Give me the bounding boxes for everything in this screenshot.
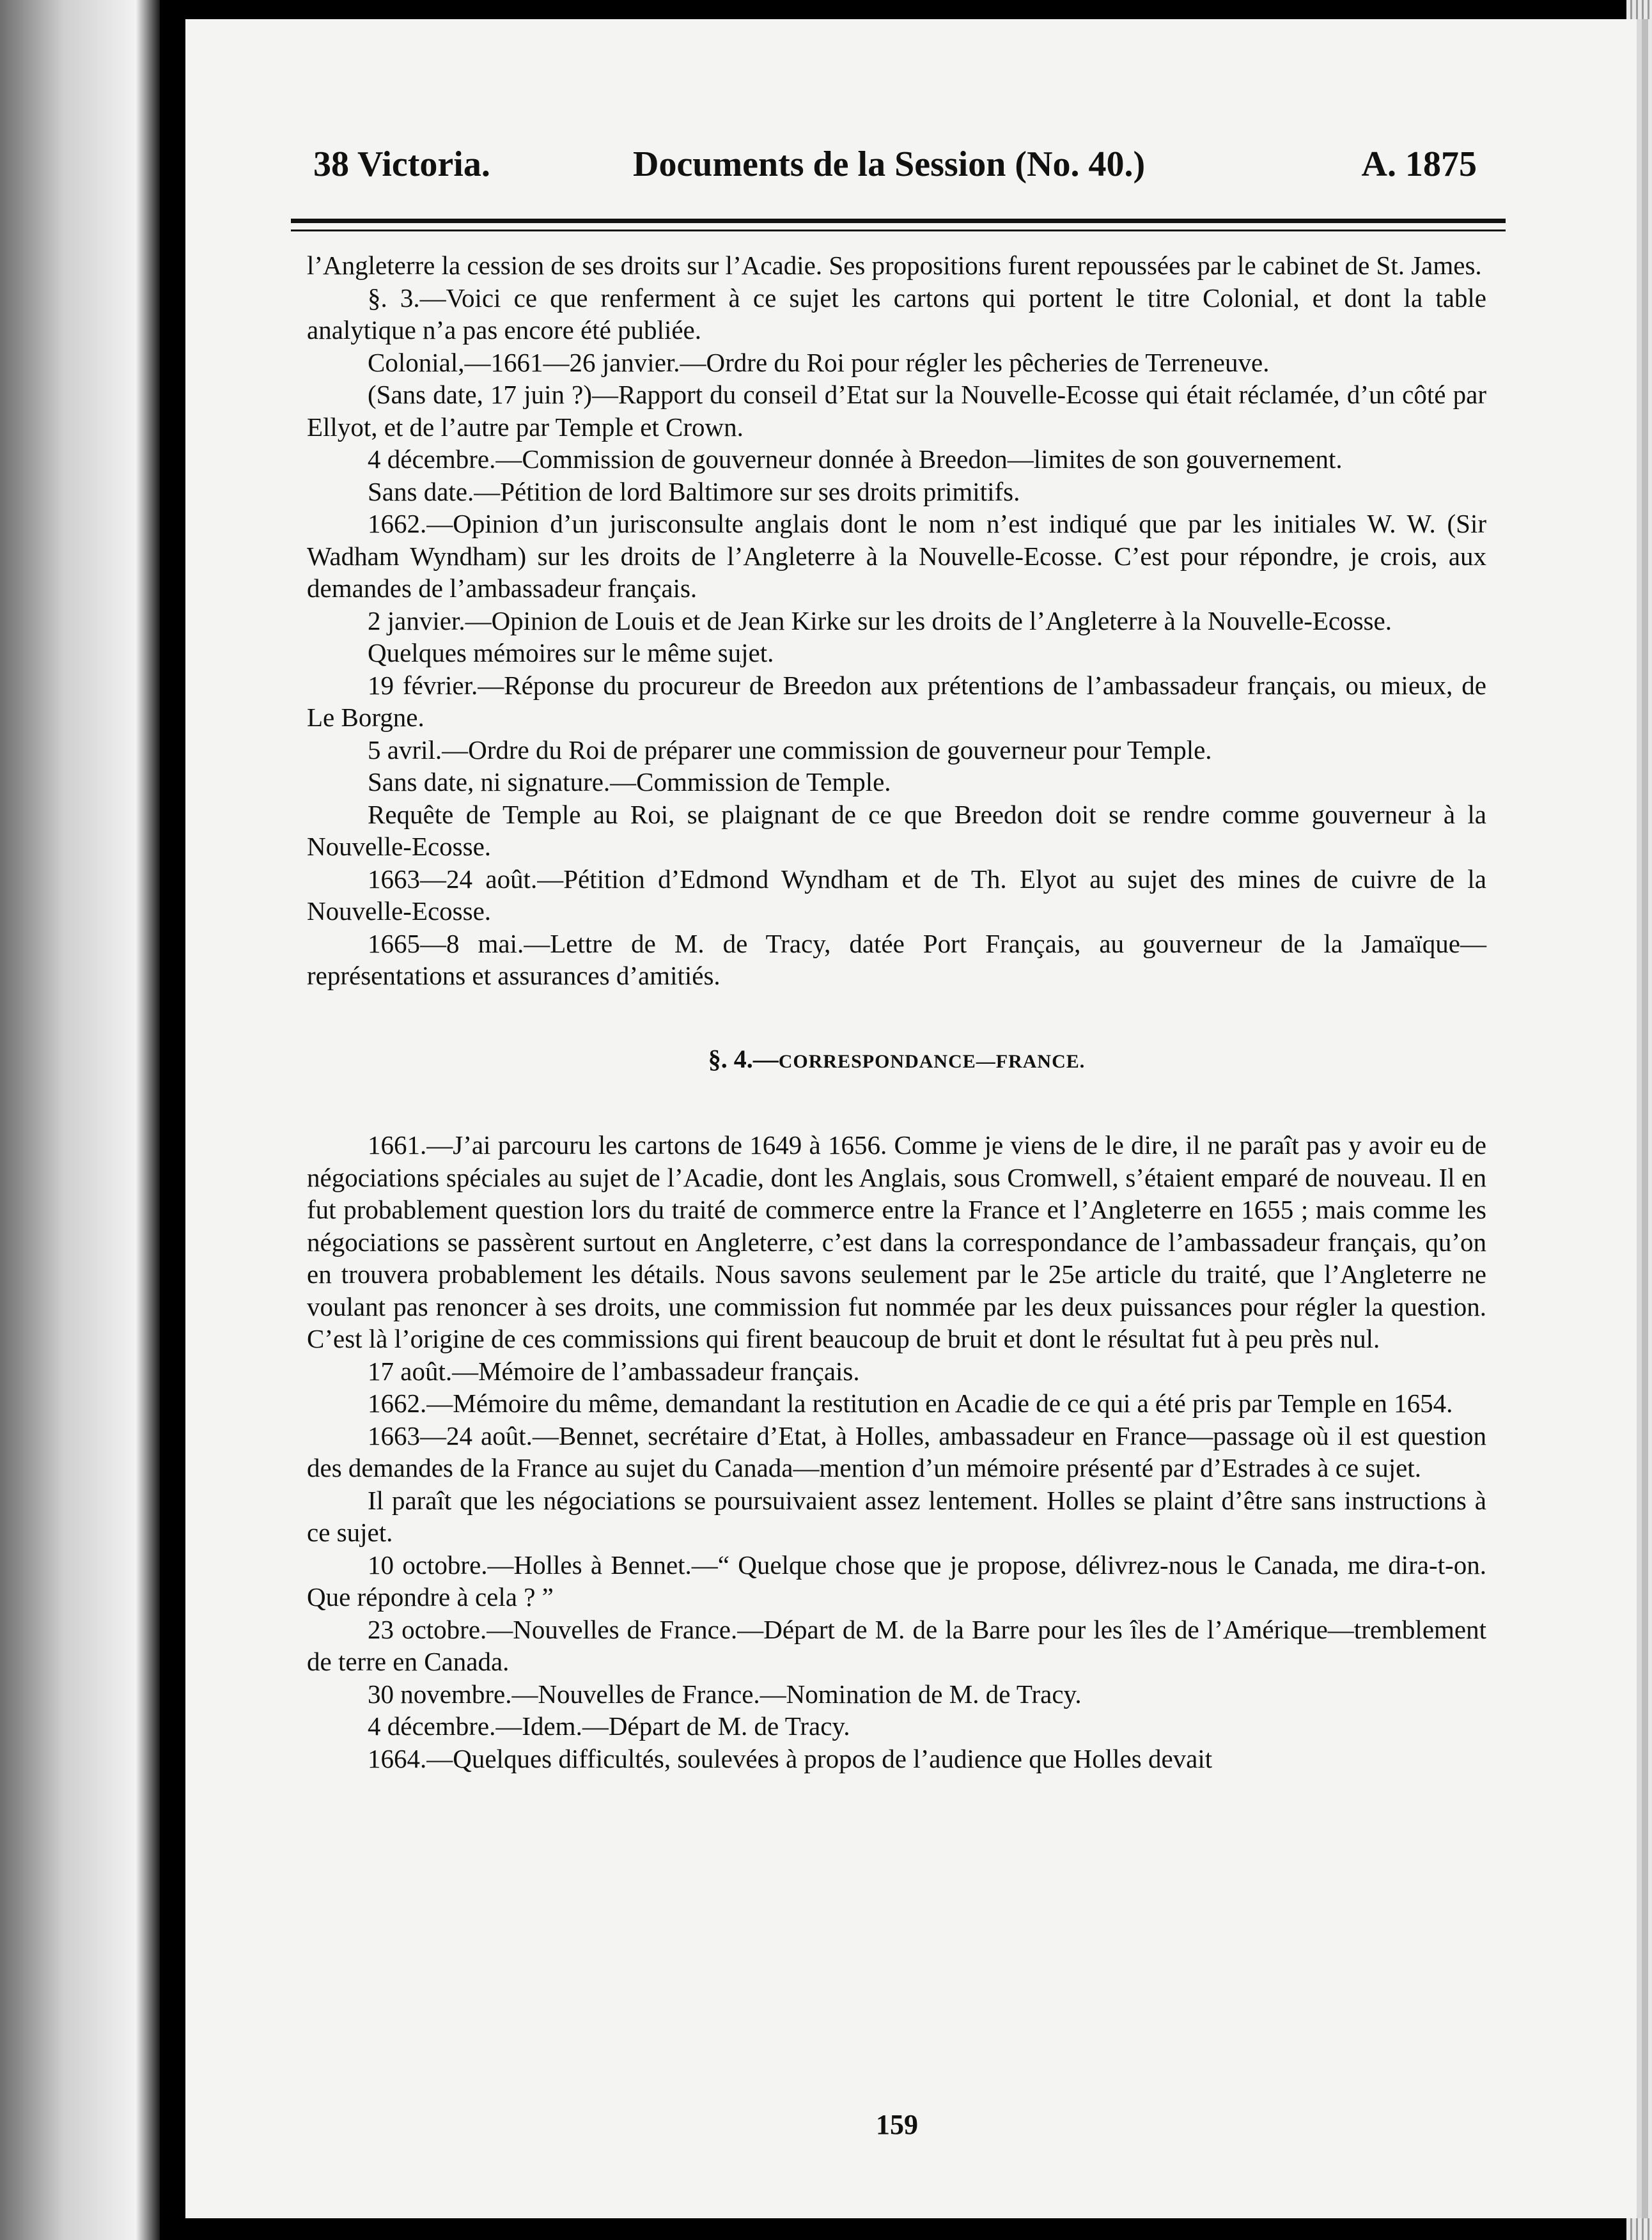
- paragraph: 1663—24 août.—Pétition d’Edmond Wyndham et de Th. Elyot au sujet des mines de cuivre de la Nouvelle-Ecosse.: [307, 864, 1486, 926]
- paragraph: 19 février.—Réponse du procureur de Breedon aux prétentions de l’ambassadeur français, ou mieux, de Le Borgne.: [307, 670, 1486, 732]
- paragraph: 4 décembre.—Idem.—Départ de M. de Tracy.: [368, 1711, 850, 1741]
- section-title: CORRESPONDANCE—FRANCE.: [778, 1050, 1086, 1072]
- header-right: A. 1875: [1361, 144, 1477, 184]
- paragraph: 1665—8 mai.—Lettre de M. de Tracy, datée Port Français, au gouverneur de la Jamaïque—représentations et assurances d’amitiés.: [307, 928, 1486, 990]
- book-spine: [0, 0, 160, 2240]
- paragraph: 1662.—Mémoire du même, demandant la restitution en Acadie de ce qui a été pris par Temple en 1654.: [368, 1388, 1453, 1418]
- paragraph: Sans date, ni signature.—Commission de Temple.: [368, 767, 891, 797]
- paragraph: 17 août.—Mémoire de l’ambassadeur français.: [368, 1356, 860, 1386]
- paragraph: 30 novembre.—Nouvelles de France.—Nomination de M. de Tracy.: [368, 1679, 1082, 1709]
- paragraph: Sans date.—Pétition de lord Baltimore sur ses droits primitifs.: [368, 476, 1020, 506]
- page-number: 159: [876, 2109, 918, 2140]
- paragraph: 2 janvier.—Opinion de Louis et de Jean Kirke sur les droits de l’Angleterre à la Nouvelle-Ecosse.: [368, 605, 1392, 635]
- header-center: Documents de la Session (No. 40.): [633, 144, 1146, 184]
- paragraph: (Sans date, 17 juin ?)—Rapport du conseil d’Etat sur la Nouvelle-Ecosse qui était réclamée, d’un côté par Ellyot, et de l’autre par Temple et Crown.: [307, 380, 1486, 442]
- paragraph: Requête de Temple au Roi, se plaignant de ce que Breedon doit se rendre comme gouverneur à la Nouvelle-Ecosse.: [307, 799, 1486, 861]
- paragraph: 1664.—Quelques difficultés, soulevées à propos de l’audience que Holles devait: [368, 1743, 1213, 1773]
- paragraph: Quelques mémoires sur le même sujet.: [368, 638, 774, 667]
- paragraph: 10 octobre.—Holles à Bennet.—“ Quelque chose que je propose, délivrez-nous le Canada, me dira-t-on. Que répondre à cela ? ”: [307, 1550, 1486, 1612]
- header-left: 38 Victoria.: [313, 144, 490, 184]
- paragraph: 5 avril.—Ordre du Roi de préparer une commission de gouverneur pour Temple.: [368, 735, 1212, 765]
- paragraph: Il paraît que les négociations se poursuivaient assez lentement. Holles se plaint d’être sans instructions à ce sujet.: [307, 1485, 1486, 1547]
- paragraph: 1661.—J’ai parcouru les cartons de 1649 à 1656. Comme je viens de le dire, il ne paraît pas y avoir eu de négociations spéciales au sujet de l’Acadie, dont les Anglais, sous Cromwell, s’étaient emparé de nouveau. Il en fut probablement question lors du traité de commerce entre la France et l’Angleterre en 1655 ; mais comme les négociations se passèrent surtout en Angleterre, c’est dans la correspondance de l’ambassadeur français, qu’on en trouvera probablement les détails. Nous savons seulement par le 25e article du traité, que l’Angleterre ne voulant pas renoncer à ses droits, une commission fut nommée par les deux puissances pour régler la question. C’est là l’origine de ces commissions qui firent beaucoup de bruit et dont le résultat fut à peu près nul.: [307, 1130, 1486, 1353]
- running-header: [313, 144, 1477, 195]
- paragraph: 1663—24 août.—Bennet, secrétaire d’Etat, à Holles, ambassadeur en France—passage où il est question des demandes de la France au sujet du Canada—mention d’un mémoire présenté par d’Estrades à ce sujet.: [307, 1420, 1486, 1482]
- section-number: §. 4.—: [708, 1044, 779, 1073]
- header-rule: [291, 219, 1506, 231]
- paragraph: §. 3.—Voici ce que renferment à ce sujet les cartons qui portent le titre Colonial, et dont la table analytique n’a pas encore été publiée.: [307, 283, 1486, 345]
- paragraph: 1662.—Opinion d’un jurisconsulte anglais dont le nom n’est indiqué que par les initiales W. W. (Sir Wadham Wyndham) sur les droits de l’Angleterre à la Nouvelle-Ecosse. C’est pour répondre, je crois, aux demandes de l’ambassadeur français.: [307, 509, 1486, 603]
- body-text: [307, 249, 1486, 1775]
- section-heading: [307, 1043, 1486, 1078]
- paragraph: 4 décembre.—Commission de gouverneur donnée à Breedon—limites de son gouvernement.: [368, 444, 1343, 474]
- paragraph: 23 octobre.—Nouvelles de France.—Départ de M. de la Barre pour les îles de l’Amérique—tremblement de terre en Canada.: [307, 1614, 1486, 1676]
- document-page: [185, 19, 1637, 2218]
- paragraph: Colonial,—1661—26 janvier.—Ordre du Roi pour régler les pêcheries de Terreneuve.: [368, 347, 1270, 377]
- paragraph: l’Angleterre la cession de ses droits sur l’Acadie. Ses propositions furent repoussées par le cabinet de St. James.: [307, 251, 1482, 280]
